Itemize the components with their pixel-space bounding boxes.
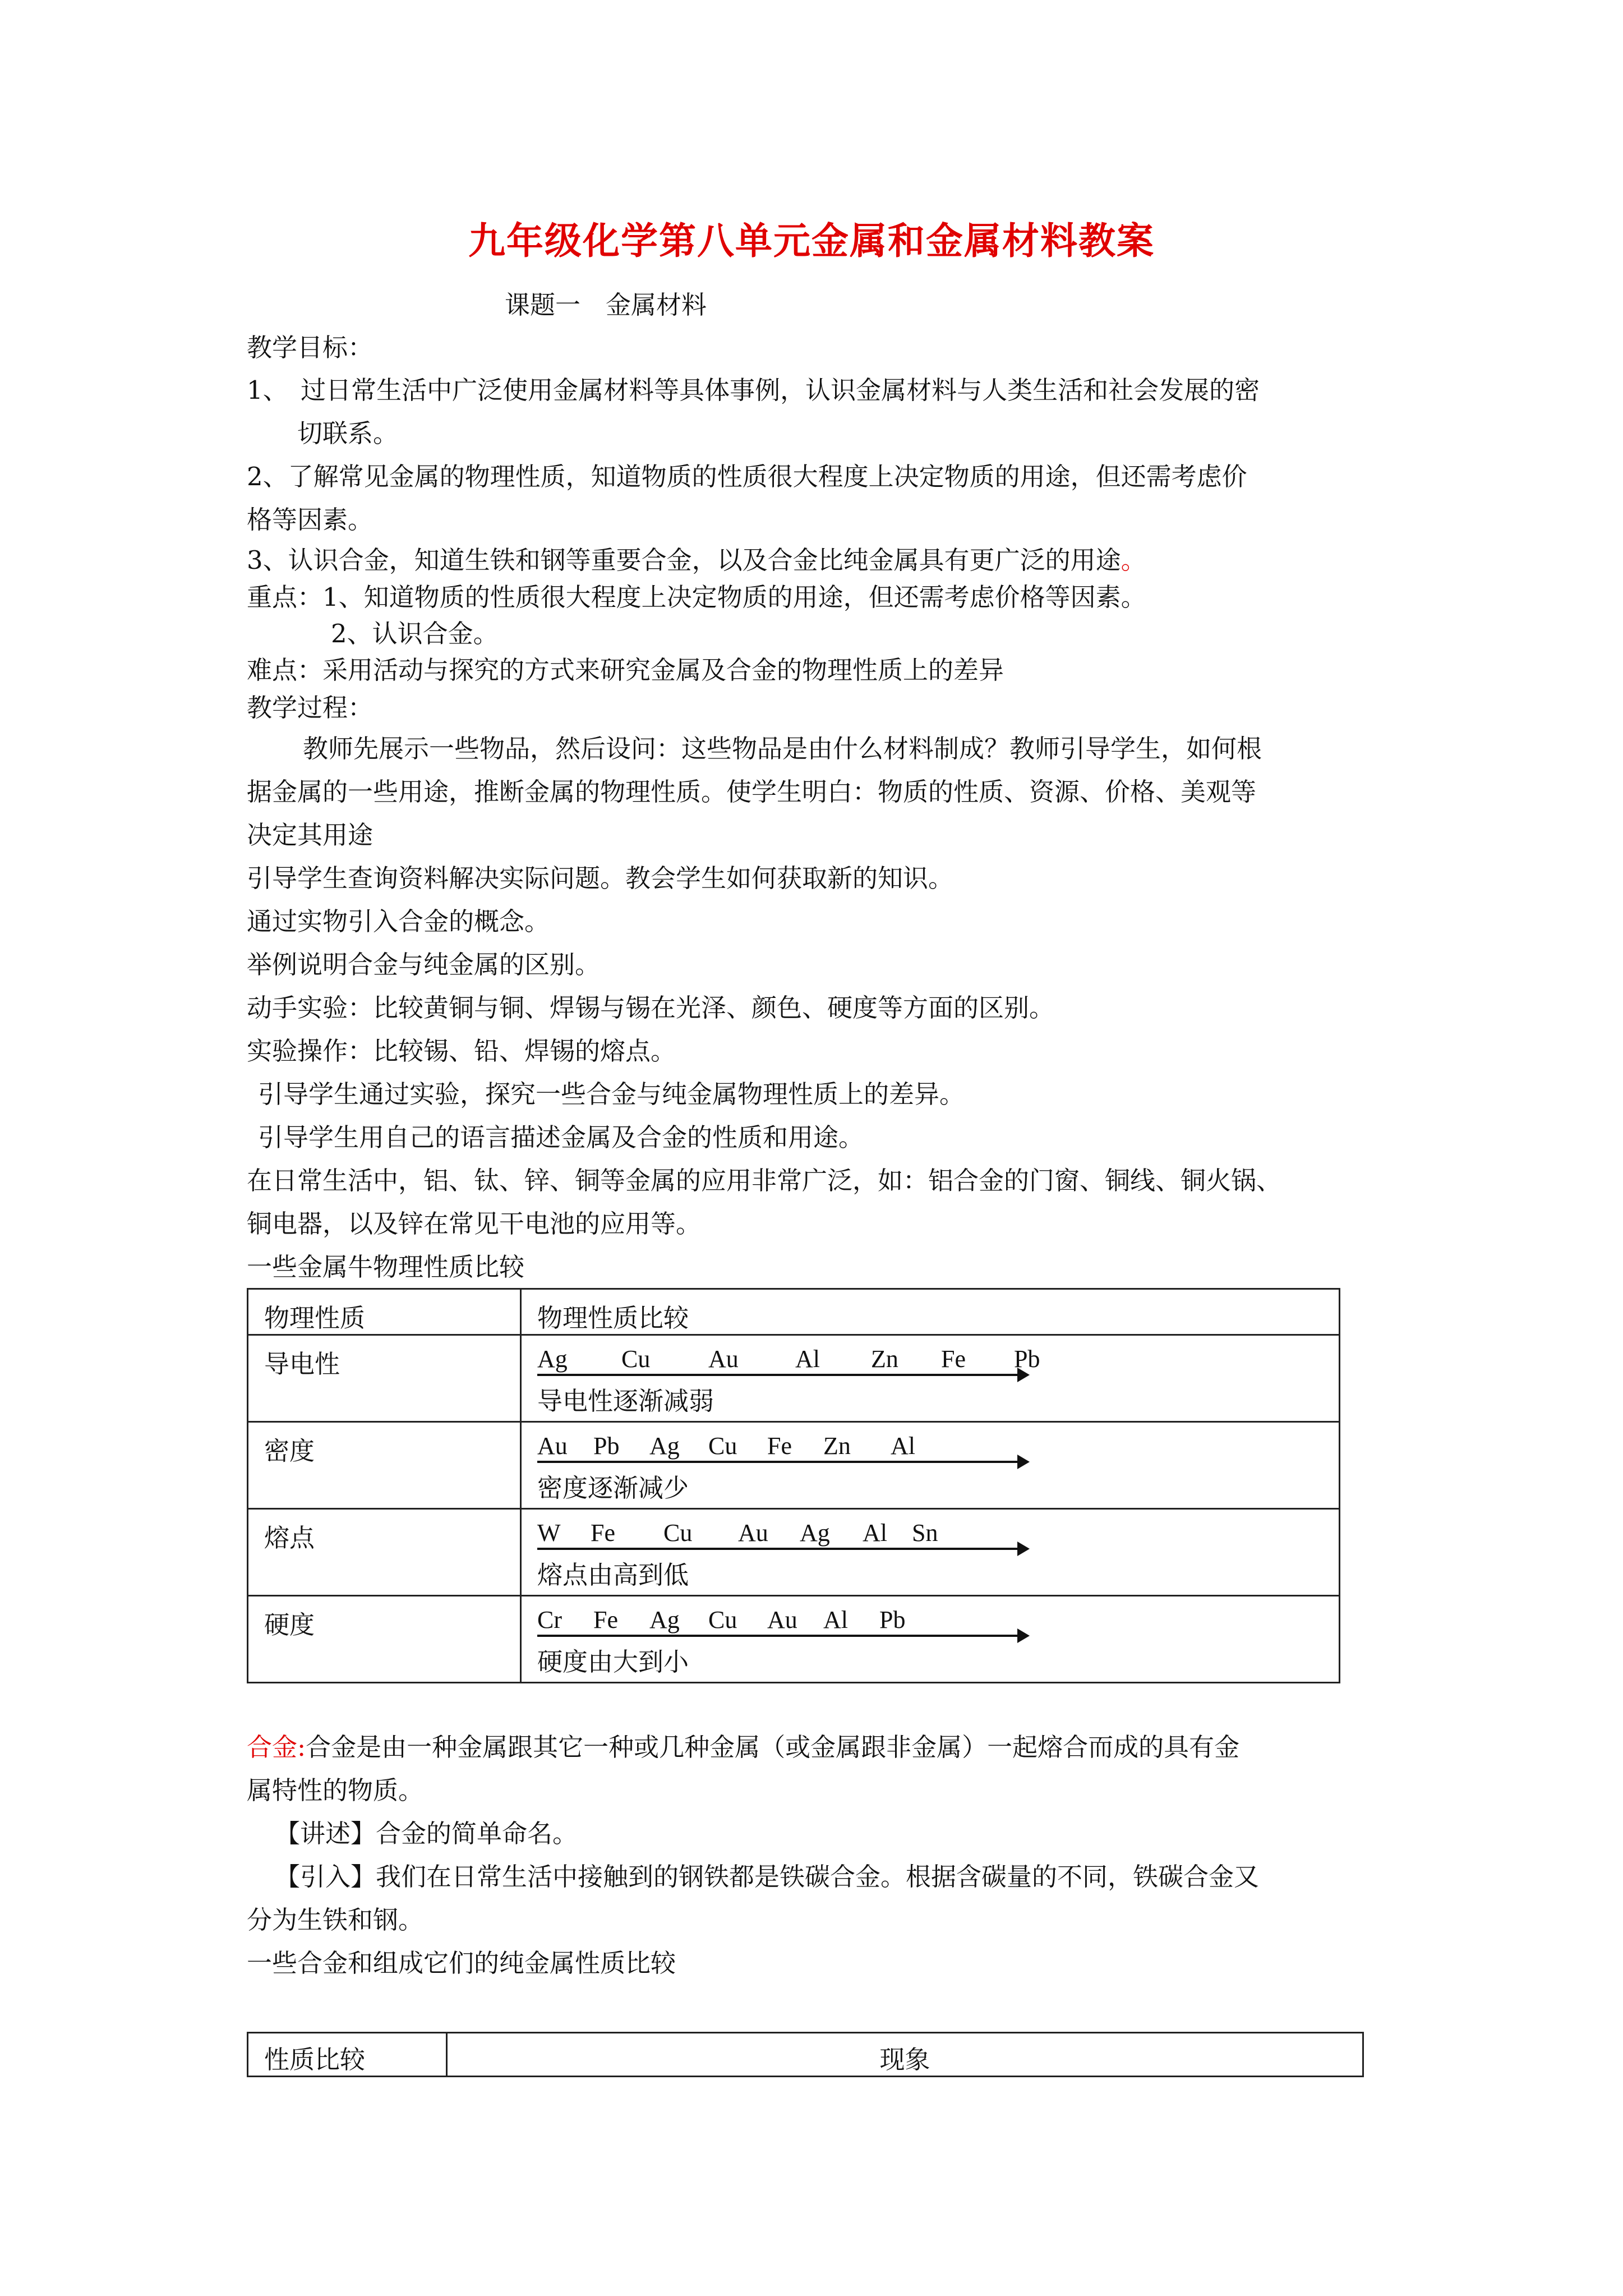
lesson-subtitle: 课题一 金属材料 xyxy=(505,290,707,320)
element-symbol: Fe xyxy=(941,1345,966,1373)
lecture-note: 【讲述】合金的简单命名。 xyxy=(275,1819,578,1848)
property-cell xyxy=(248,1596,521,1683)
element-symbol: Ag xyxy=(649,1432,680,1460)
property-cell xyxy=(248,1335,521,1422)
trend-description: 熔点由高到低 xyxy=(537,1560,689,1590)
objective-3-text: 3、认识合金，知道生铁和钢等重要合金，以及合金比纯金属具有更广泛的用途 xyxy=(247,545,1121,575)
header-comparison-item: 性质比较 xyxy=(264,2045,366,2074)
element-symbol: Al xyxy=(823,1606,848,1634)
comparison-cell xyxy=(521,1422,1340,1509)
introduction-line-2: 分为生铁和钢。 xyxy=(247,1905,424,1935)
element-symbol: Cu xyxy=(708,1432,737,1460)
element-symbol: Sn xyxy=(912,1519,938,1547)
metal-properties-table xyxy=(247,1288,1340,1683)
table-row xyxy=(248,1335,1340,1422)
element-symbol: Pb xyxy=(1014,1345,1040,1373)
table-2-header-row xyxy=(248,2033,1363,2077)
trend-arrow-icon xyxy=(537,1635,1021,1637)
alloy-label: 合金: xyxy=(247,1732,306,1762)
element-symbol: Fe xyxy=(767,1432,792,1460)
table-2-caption: 一些合金和组成它们的纯金属性质比较 xyxy=(247,1948,676,1978)
key-points-line-1: 重点：1、知道物质的性质很大程度上决定物质的用途，但还需考虑价格等因素。 xyxy=(247,582,1146,612)
key-points-line-2: 2、认识合金。 xyxy=(331,619,499,648)
objective-2-line-2: 格等因素。 xyxy=(247,505,374,535)
paragraph-1-line-1: 教师先展示一些物品，然后设问：这些物品是由什么材料制成？教师引导学生，如何根 xyxy=(303,734,1262,763)
comparison-cell xyxy=(521,1335,1340,1422)
element-symbol: Au xyxy=(738,1519,768,1547)
element-symbol: Cr xyxy=(537,1606,562,1634)
element-symbol: Al xyxy=(795,1345,820,1373)
paragraph-5: 动手实验：比较黄铜与铜、焊锡与锡在光泽、颜色、硬度等方面的区别。 xyxy=(247,993,1055,1023)
element-symbol: Cu xyxy=(663,1519,693,1547)
element-symbol: W xyxy=(537,1519,561,1547)
element-symbol: Fe xyxy=(591,1519,615,1547)
alloy-definition-line-1 xyxy=(247,1731,1239,1764)
element-symbol: Pb xyxy=(879,1606,906,1634)
trend-arrow-icon xyxy=(537,1374,1021,1376)
element-symbol: Ag xyxy=(537,1345,568,1373)
objective-1-line-1: 1、 过日常生活中广泛使用金属材料等具体事例，认识金属材料与人类生活和社会发展的密 xyxy=(247,375,1260,405)
table-1-header-cell xyxy=(248,1289,521,1335)
element-symbol: Al xyxy=(863,1519,887,1547)
element-symbol: Pb xyxy=(593,1432,620,1460)
paragraph-4: 举例说明合金与纯金属的区别。 xyxy=(247,950,601,979)
alloy-definition-text: 合金是由一种金属跟其它一种或几种金属（或金属跟非金属）一起熔合而成的具有金 xyxy=(306,1732,1240,1762)
header-phenomenon: 现象 xyxy=(879,2045,930,2074)
comparison-cell xyxy=(521,1509,1340,1596)
introduction-line-1: 【引入】我们在日常生活中接触到的钢铁都是铁碳合金。根据含碳量的不同，铁碳合金又 xyxy=(275,1862,1260,1892)
paragraph-6: 实验操作：比较锡、铅、焊锡的熔点。 xyxy=(247,1036,676,1066)
property-name: 密度 xyxy=(264,1436,315,1466)
element-symbol: Au xyxy=(767,1606,797,1634)
paragraph-1-line-3: 决定其用途 xyxy=(247,820,374,850)
element-symbol: Au xyxy=(537,1432,568,1460)
table-row xyxy=(248,1509,1340,1596)
objective-2-line-1: 2、了解常见金属的物理性质，知道物质的性质很大程度上决定物质的用途，但还需考虑价 xyxy=(247,462,1247,491)
trend-description: 密度逐渐减少 xyxy=(537,1473,689,1503)
element-symbol: Zn xyxy=(871,1345,898,1373)
trend-arrow-icon xyxy=(537,1461,1021,1463)
table-row xyxy=(248,1422,1340,1509)
property-cell xyxy=(248,1509,521,1596)
element-symbol: Cu xyxy=(621,1345,651,1373)
table-2-header-cell xyxy=(248,2033,447,2077)
alloy-definition-line-2: 属特性的物质。 xyxy=(247,1775,424,1805)
element-symbol: Ag xyxy=(649,1606,680,1634)
paragraph-3: 通过实物引入合金的概念。 xyxy=(247,907,550,936)
element-symbol: Al xyxy=(891,1432,915,1460)
property-name: 导电性 xyxy=(264,1349,340,1379)
element-symbol: Ag xyxy=(800,1519,830,1547)
table-row xyxy=(248,1596,1340,1683)
property-cell xyxy=(248,1422,521,1509)
header-comparison: 物理性质比较 xyxy=(537,1303,689,1333)
alloy-comparison-table xyxy=(247,2032,1364,2077)
element-symbol: Au xyxy=(708,1345,739,1373)
paragraph-1-line-2: 据金属的一些用途，推断金属的物理性质。使学生明白：物质的性质、资源、价格、美观等 xyxy=(247,777,1257,807)
objective-3-mark: 。 xyxy=(1121,545,1146,575)
element-symbol: Cu xyxy=(708,1606,737,1634)
element-symbol: Zn xyxy=(823,1432,851,1460)
objective-1-line-2: 切联系。 xyxy=(297,418,399,448)
paragraph-9-line-2: 铜电器，以及锌在常见干电池的应用等。 xyxy=(247,1209,702,1239)
header-property: 物理性质 xyxy=(264,1303,366,1333)
table-1-header-cell xyxy=(521,1289,1340,1335)
trend-description: 导电性逐渐减弱 xyxy=(537,1386,714,1416)
paragraph-7: 引导学生通过实验，探究一些合金与纯金属物理性质上的差异。 xyxy=(258,1079,965,1109)
paragraph-8: 引导学生用自己的语言描述金属及合金的性质和用途。 xyxy=(258,1122,864,1152)
table-2-header-cell xyxy=(447,2033,1363,2077)
trend-description: 硬度由大到小 xyxy=(537,1647,689,1677)
process-heading: 教学过程： xyxy=(247,693,374,723)
trend-arrow-icon xyxy=(537,1548,1021,1550)
document-title: 九年级化学第八单元金属和金属材料教案 xyxy=(468,219,1155,263)
element-symbol: Fe xyxy=(593,1606,618,1634)
objectives-heading: 教学目标： xyxy=(247,333,374,362)
property-name: 硬度 xyxy=(264,1610,315,1640)
table-1-caption: 一些金属牛物理性质比较 xyxy=(247,1252,525,1282)
objective-3 xyxy=(247,544,1146,577)
comparison-cell xyxy=(521,1596,1340,1683)
paragraph-9-line-1: 在日常生活中，铝、钛、锌、铜等金属的应用非常广泛，如：铝合金的门窗、铜线、铜火锅、 xyxy=(247,1166,1282,1195)
paragraph-2: 引导学生查询资料解决实际问题。教会学生如何获取新的知识。 xyxy=(247,863,954,893)
property-name: 熔点 xyxy=(264,1523,315,1553)
table-1-header-row xyxy=(248,1289,1340,1335)
difficulty: 难点：采用活动与探究的方式来研究金属及合金的物理性质上的差异 xyxy=(247,655,1004,685)
